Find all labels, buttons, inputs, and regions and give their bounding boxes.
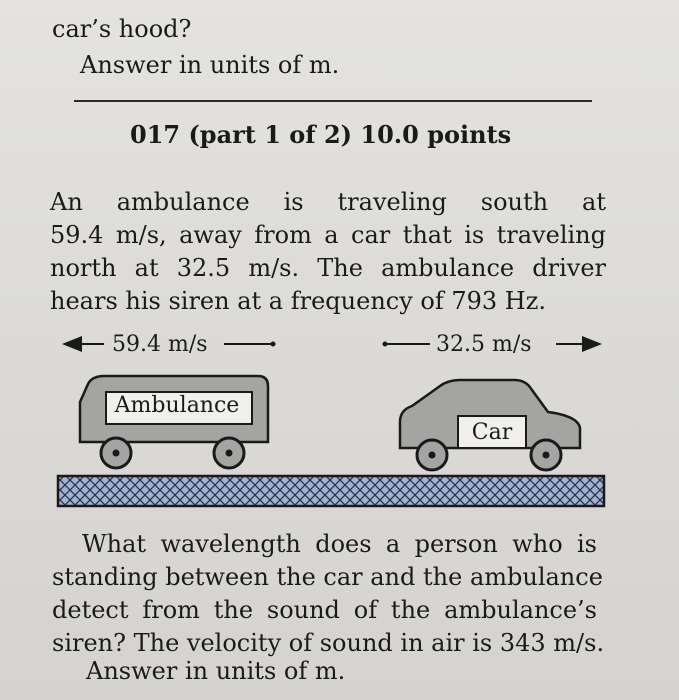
problem-header: 017 (part 1 of 2) 10.0 points: [130, 120, 512, 149]
statement-line: An ambulance is traveling south at: [50, 188, 606, 216]
question-line: standing between the car and the ambulance: [52, 563, 603, 591]
problem-question: [52, 528, 605, 660]
ambulance-speed-label: 59.4 m/s: [112, 332, 208, 357]
question-line: What wavelength does a person who is: [82, 530, 597, 558]
previous-answer-units: Answer in units of m.: [80, 51, 340, 79]
answer-units: Answer in units of m.: [86, 657, 346, 685]
road: [58, 476, 604, 506]
ambulance-arrow-dot: [271, 342, 276, 347]
motion-diagram: [0, 330, 679, 520]
car-speed-label: 32.5 m/s: [436, 332, 532, 357]
previous-question-tail: car’s hood?: [52, 15, 192, 43]
statement-line: 59.4 m/s, away from a car that is traveling: [50, 221, 606, 249]
statement-line: north at 32.5 m/s. The ambulance driver: [50, 254, 606, 282]
question-line: siren? The velocity of sound in air is 343 m/s.: [52, 629, 605, 657]
question-line: detect from the sound of the ambulance’s: [52, 596, 597, 624]
ambulance-label: Ambulance: [114, 393, 240, 418]
statement-line: hears his siren at a frequency of 793 Hz.: [50, 287, 547, 315]
section-divider: [74, 100, 592, 102]
problem-statement: [50, 186, 606, 318]
car-label: Car: [471, 420, 513, 445]
